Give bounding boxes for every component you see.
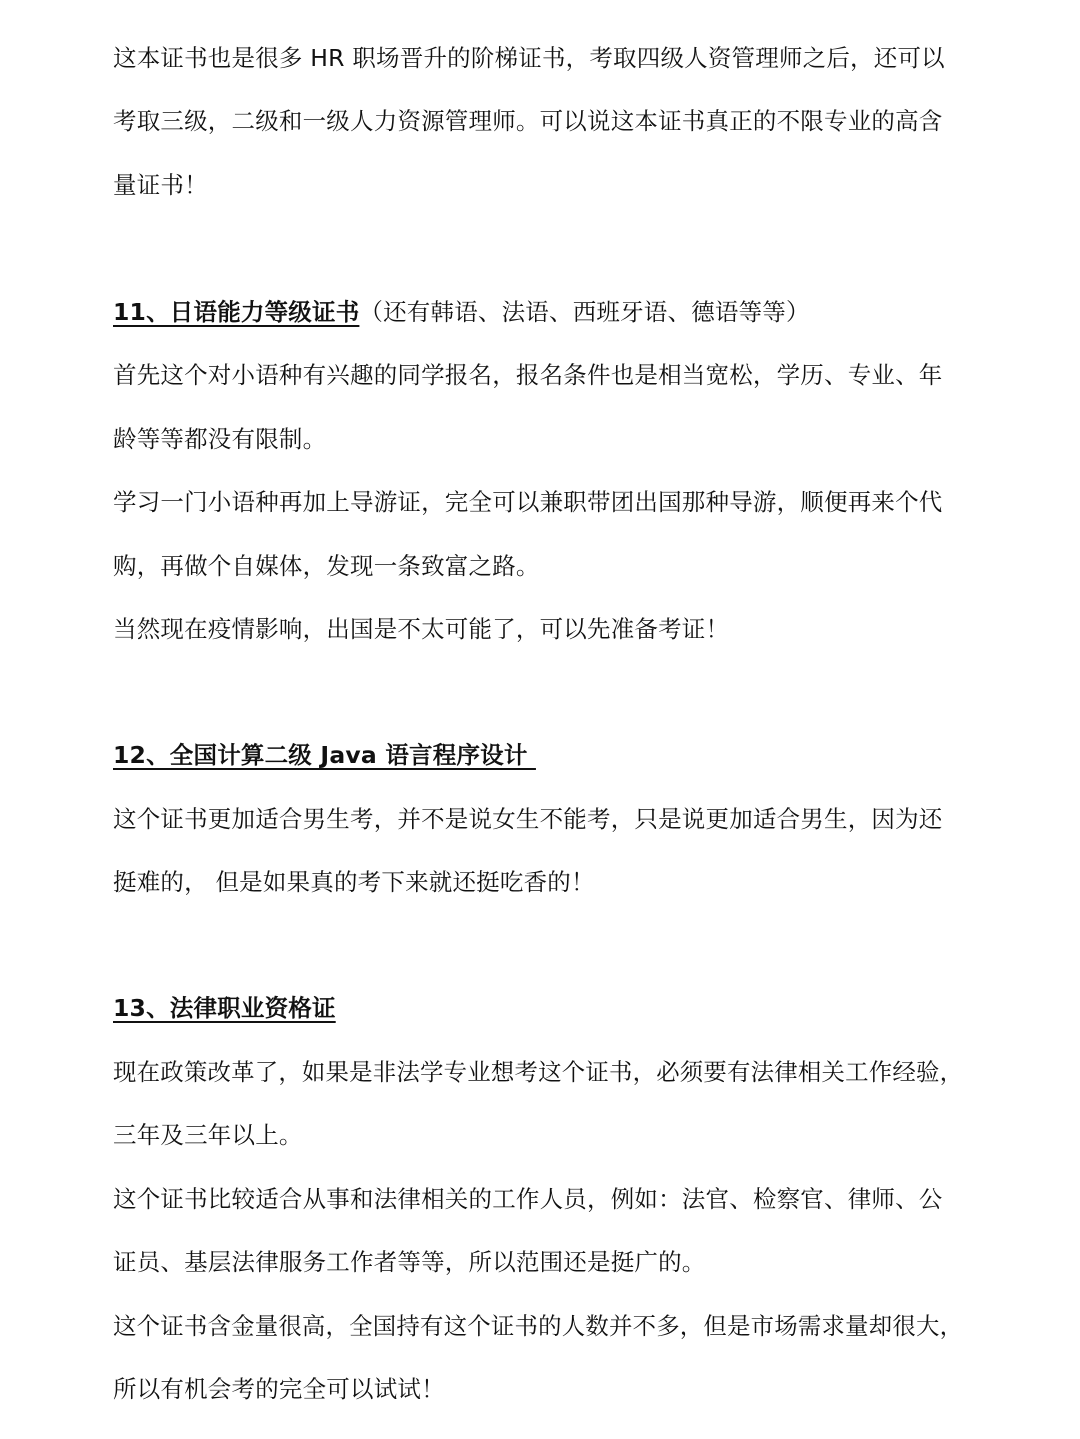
section-11-line-2: 龄等等都没有限制。 <box>113 425 327 453</box>
section-13-line-2: 三年及三年以上。 <box>113 1121 303 1149</box>
section-11-heading-row <box>113 292 810 332</box>
section-13-line-4: 证员、基层法律服务工作者等等，所以范围还是挺广的。 <box>113 1248 706 1276</box>
section-12-line-2: 挺难的， 但是如果真的考下来就还挺吃香的！ <box>113 868 595 896</box>
section-11-line-1: 首先这个对小语种有兴趣的同学报名，报名条件也是相当宽松，学历、专业、年 <box>113 361 943 389</box>
section-11-line-4: 购，再做个自媒体，发现一条致富之路。 <box>113 552 540 580</box>
section-11-title: 11、日语能力等级证书 <box>113 298 360 326</box>
section-13-line-1: 现在政策改革了，如果是非法学专业想考这个证书，必须要有法律相关工作经验， <box>113 1058 964 1086</box>
section-11-note: （还有韩语、法语、西班牙语、德语等等） <box>359 298 810 326</box>
intro-line-2: 考取三级，二级和一级人力资源管理师。可以说这本证书真正的不限专业的高含 <box>113 107 943 135</box>
section-13-line-5: 这个证书含金量很高，全国持有这个证书的人数并不多，但是市场需求量却很大， <box>113 1312 964 1340</box>
section-11-line-3: 学习一门小语种再加上导游证，完全可以兼职带团出国那种导游，顺便再来个代 <box>113 488 943 516</box>
section-13-line-6: 所以有机会考的完全可以试试！ <box>113 1375 445 1403</box>
section-12-title: 12、全国计算二级 Java 语言程序设计 <box>113 741 536 769</box>
section-11-line-5: 当然现在疫情影响，出国是不太可能了，可以先准备考证！ <box>113 615 730 643</box>
intro-line-1: 这本证书也是很多 HR 职场晋升的阶梯证书，考取四级人资管理师之后，还可以 <box>113 44 945 72</box>
intro-line-3: 量证书！ <box>113 171 208 199</box>
section-13-title: 13、法律职业资格证 <box>113 994 336 1022</box>
section-13-heading-row <box>113 988 336 1028</box>
section-12-line-1: 这个证书更加适合男生考，并不是说女生不能考，只是说更加适合男生，因为还 <box>113 805 943 833</box>
section-12-heading-row <box>113 735 536 775</box>
section-13-line-3: 这个证书比较适合从事和法律相关的工作人员，例如：法官、检察官、律师、公 <box>113 1185 943 1213</box>
